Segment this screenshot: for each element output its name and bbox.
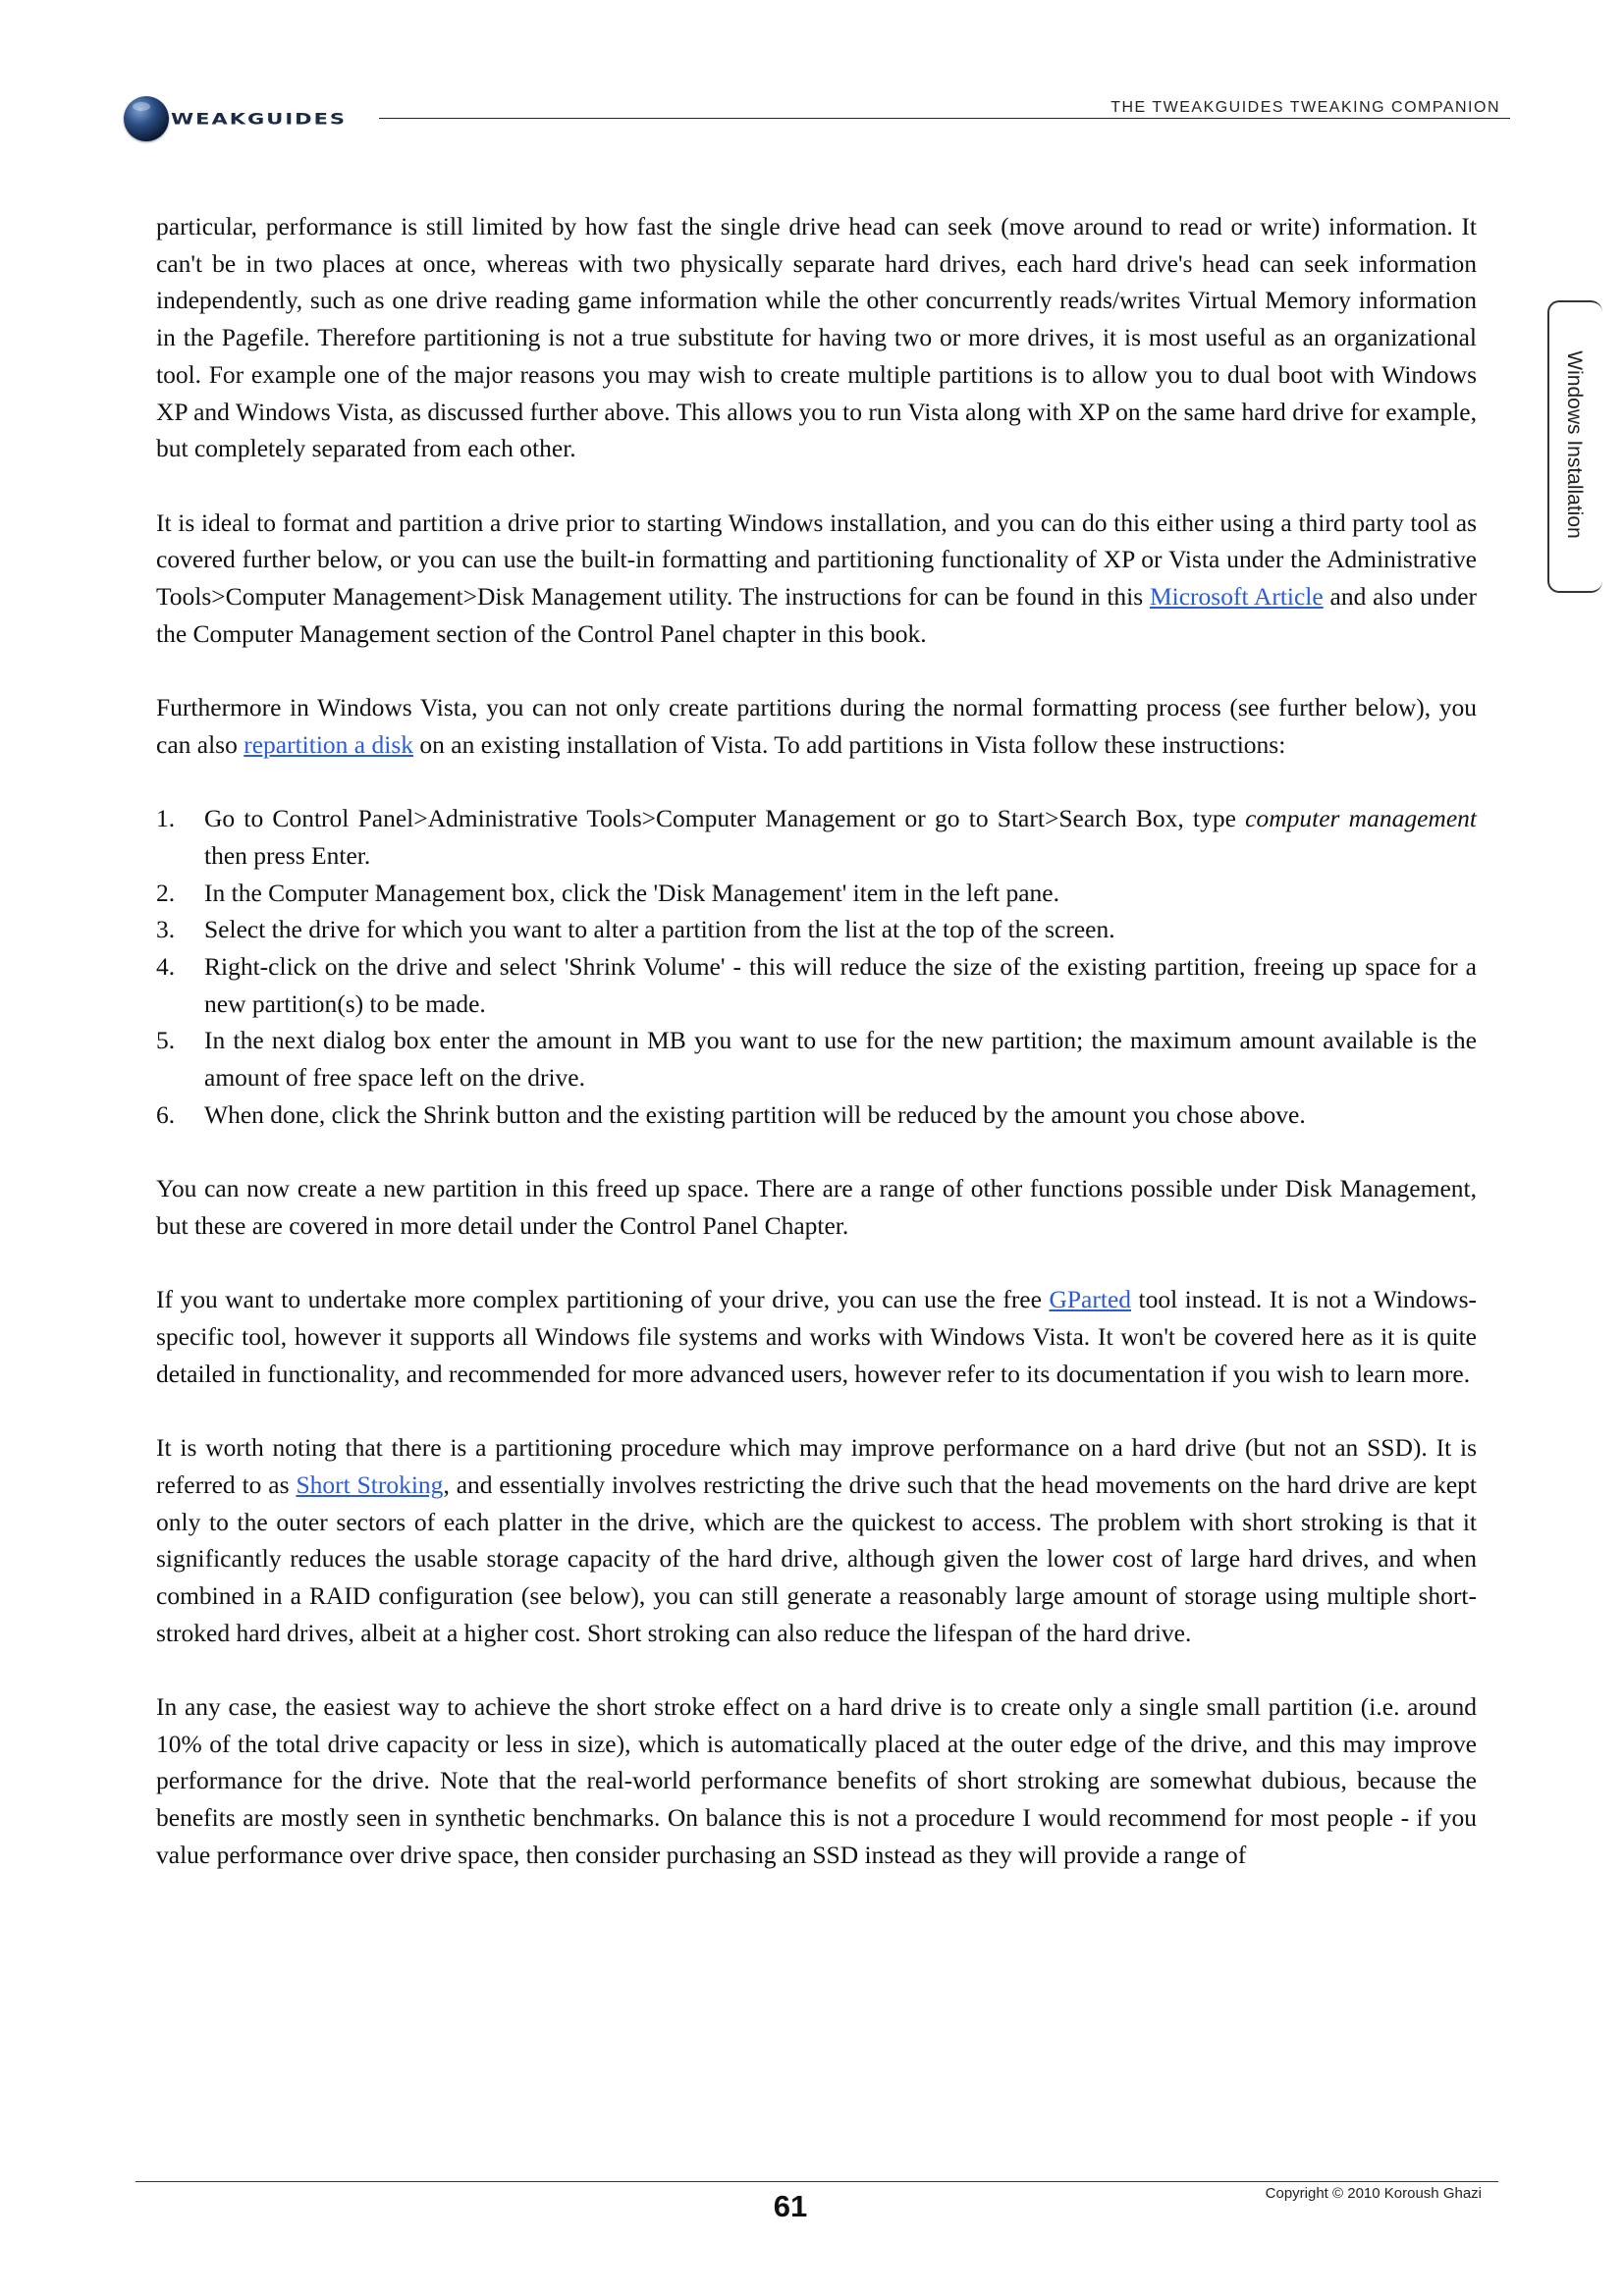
step-number: 1. bbox=[156, 804, 176, 833]
section-side-tab-label: Windows Installation bbox=[1563, 350, 1586, 539]
repartition-disk-link[interactable]: repartition a disk bbox=[244, 729, 414, 759]
paragraph-text: Furthermore in Windows Vista, you can not only create partitions during the normal formatting process (see further below), you can also bbox=[156, 693, 1477, 759]
paragraph-text: , and essentially involves restricting the drive such that the head movements on the hard drive are kept only to the outer sectors of each platter in the drive, which are the quickest to access. The problem with short stroking is that it significantly reduces the usable storage capacity of the hard drive, although given the lower cost of large hard drives, and when combined in a RAID configuration (see below), you can still generate a reasonably large amount of storage using multiple short-stroked hard drives, albeit at a higher cost. Short stroking can also reduce the lifespan of the hard drive. bbox=[156, 1469, 1477, 1647]
paragraph-text: It is ideal to format and partition a drive prior to starting Windows installation, and you can do this either using a third party tool as covered further below, or you can use the built-in formatting and partitioning functionality of XP or Vista under the Administrative Tools>Computer Management>Disk Management utility. The instructions for can be found in this bbox=[156, 507, 1477, 612]
step-number: 6. bbox=[156, 1099, 176, 1129]
step-text: In the Computer Management box, click the 'Disk Management' item in the left pane. bbox=[204, 878, 1059, 907]
step-italic-text: computer management bbox=[1245, 804, 1477, 833]
header-rule bbox=[379, 118, 1510, 119]
paragraph-new-partition: You can now create a new partition in this freed up space. There are a range of other functions possible under Disk Management, but these are covered in more detail under the Control Panel Chapter. bbox=[156, 1174, 1477, 1240]
paragraph-vista-repartition bbox=[156, 689, 1477, 763]
paragraph-partition-performance: particular, performance is still limited by how fast the single drive head can seek (move around to read or write) information. It can't be in two places at once, whereas with two physically separate hard drives, each hard drive's head can seek information independently, such as one drive reading game information while the other concurrently reads/writes Virtual Memory information in the Pagefile. Therefore partitioning is not a true substitute for having two or more drives, it is most useful as an organizational tool. For example one of the major reasons you may wish to create multiple partitions is to allow you to dual boot with Windows XP and Windows Vista, as discussed further above. This allows you to run Vista along with XP on the same hard drive for example, but completely separated from each other. bbox=[156, 212, 1477, 463]
paragraph-text: If you want to undertake more complex partitioning of your drive, you can use the free bbox=[156, 1285, 1050, 1314]
step-item bbox=[156, 948, 1477, 1022]
paragraph-short-stroke-effect: In any case, the easiest way to achieve the short stroke effect on a hard drive is to create only a single small partition (i.e. around 10% of the total drive capacity or less in size), which is automatically placed at the outer edge of the drive, and this may improve performance for the drive. Note that the real-world performance benefits of short stroking are somewhat dubious, because the benefits are mostly seen in synthetic benchmarks. On balance this is not a procedure I would recommend for most people - if you value performance over drive space, then consider purchasing an SSD instead as they will provide a range of bbox=[156, 1692, 1477, 1869]
copyright-notice: Copyright © 2010 Koroush Ghazi bbox=[1265, 2185, 1482, 2202]
paragraph-gparted bbox=[156, 1281, 1477, 1392]
footer-rule bbox=[135, 2181, 1498, 2182]
microsoft-article-link[interactable]: Microsoft Article bbox=[1149, 582, 1324, 612]
step-text: Go to Control Panel>Administrative Tools>Computer Management or go to Start>Search Box, type bbox=[204, 804, 1246, 833]
step-item bbox=[156, 1096, 1477, 1134]
step-item bbox=[156, 911, 1477, 948]
step-number: 5. bbox=[156, 1026, 176, 1055]
paragraph-short-stroking bbox=[156, 1429, 1477, 1651]
tweakguides-logo bbox=[124, 94, 347, 143]
step-item bbox=[156, 800, 1477, 874]
step-item bbox=[156, 1022, 1477, 1095]
step-text: then press Enter. bbox=[204, 840, 371, 870]
paragraph-text: tool instead. It is not a Windows-specific tool, however it supports all Windows file systems and works with Windows Vista. It won't be covered here as it is quite detailed in functionality, and recommended for more advanced users, however refer to its documentation if you wish to learn more. bbox=[156, 1285, 1478, 1388]
short-stroking-link[interactable]: Short Stroking bbox=[296, 1469, 444, 1499]
step-number: 3. bbox=[156, 915, 176, 944]
instruction-steps bbox=[156, 800, 1477, 1133]
step-item bbox=[156, 875, 1477, 912]
step-text: In the next dialog box enter the amount in MB you want to use for the new partition; the maximum amount available is the amount of free space left on the drive. bbox=[204, 1026, 1477, 1093]
header-title: THE TWEAKGUIDES TWEAKING COMPANION bbox=[1110, 99, 1500, 116]
logo-globe-icon bbox=[124, 96, 169, 141]
gparted-link[interactable]: GParted bbox=[1049, 1285, 1132, 1314]
step-number: 4. bbox=[156, 952, 176, 982]
page-content bbox=[156, 208, 1477, 1910]
paragraph-text: and also under the Computer Management section of the Control Panel chapter in this book. bbox=[156, 582, 1478, 648]
step-text: When done, click the Shrink button and the existing partition will be reduced by the amount you chose above. bbox=[204, 1099, 1306, 1129]
paragraph-text: It is worth noting that there is a partitioning procedure which may improve performance on a hard drive (but not an SSD). It is referred to as bbox=[156, 1433, 1477, 1499]
step-number: 2. bbox=[156, 878, 176, 907]
paragraph-format-partition bbox=[156, 505, 1477, 653]
page-number: 61 bbox=[773, 2189, 808, 2223]
step-text: Right-click on the drive and select 'Shrink Volume' - this will reduce the size of the existing partition, freeing up space for a new partition(s) to be made. bbox=[204, 952, 1477, 1018]
step-text: Select the drive for which you want to alter a partition from the list at the top of the screen. bbox=[204, 915, 1115, 944]
paragraph-text: on an existing installation of Vista. To add partitions in Vista follow these instructions: bbox=[413, 729, 1286, 759]
logo-text: WEAKGUIDES bbox=[171, 110, 348, 128]
